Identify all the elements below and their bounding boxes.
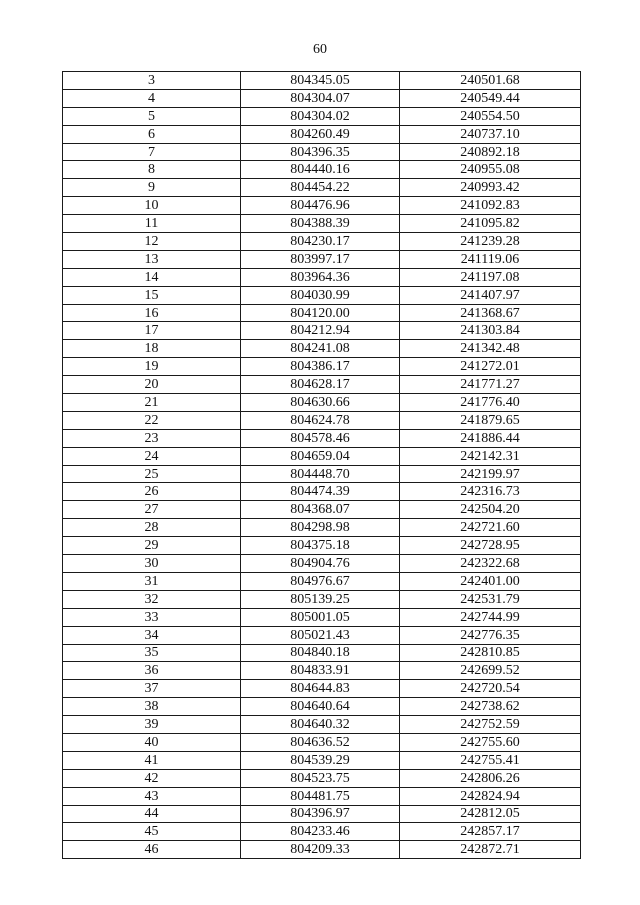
point-number-cell: 12 xyxy=(63,233,241,251)
point-number-cell: 14 xyxy=(63,268,241,286)
y-coordinate-cell: 241342.48 xyxy=(400,340,581,358)
y-coordinate-cell: 240993.42 xyxy=(400,179,581,197)
x-coordinate-cell: 805021.43 xyxy=(241,626,400,644)
y-coordinate-cell: 241119.06 xyxy=(400,250,581,268)
x-coordinate-cell: 804386.17 xyxy=(241,358,400,376)
y-coordinate-cell: 242316.73 xyxy=(400,483,581,501)
point-number-cell: 46 xyxy=(63,841,241,859)
point-number-cell: 29 xyxy=(63,537,241,555)
x-coordinate-cell: 804375.18 xyxy=(241,537,400,555)
point-number-cell: 31 xyxy=(63,572,241,590)
point-number-cell: 23 xyxy=(63,429,241,447)
point-number-cell: 41 xyxy=(63,751,241,769)
table-row xyxy=(63,662,581,680)
table-row xyxy=(63,197,581,215)
table-row xyxy=(63,411,581,429)
table-row xyxy=(63,733,581,751)
x-coordinate-cell: 804644.83 xyxy=(241,680,400,698)
point-number-cell: 17 xyxy=(63,322,241,340)
point-number-cell: 13 xyxy=(63,250,241,268)
point-number-cell: 21 xyxy=(63,394,241,412)
table-row xyxy=(63,590,581,608)
point-number-cell: 45 xyxy=(63,823,241,841)
y-coordinate-cell: 242728.95 xyxy=(400,537,581,555)
x-coordinate-cell: 804636.52 xyxy=(241,733,400,751)
table-row xyxy=(63,429,581,447)
table-row xyxy=(63,394,581,412)
table-row xyxy=(63,268,581,286)
x-coordinate-cell: 804578.46 xyxy=(241,429,400,447)
table-row xyxy=(63,304,581,322)
table-row xyxy=(63,626,581,644)
point-number-cell: 20 xyxy=(63,376,241,394)
table-row xyxy=(63,179,581,197)
x-coordinate-cell: 804539.29 xyxy=(241,751,400,769)
table-row xyxy=(63,572,581,590)
table-row xyxy=(63,233,581,251)
table-row xyxy=(63,465,581,483)
y-coordinate-cell: 242699.52 xyxy=(400,662,581,680)
table-row xyxy=(63,805,581,823)
y-coordinate-cell: 241776.40 xyxy=(400,394,581,412)
x-coordinate-cell: 804640.32 xyxy=(241,716,400,734)
x-coordinate-cell: 804396.35 xyxy=(241,143,400,161)
y-coordinate-cell: 242810.85 xyxy=(400,644,581,662)
table-row xyxy=(63,107,581,125)
x-coordinate-cell: 804476.96 xyxy=(241,197,400,215)
point-number-cell: 43 xyxy=(63,787,241,805)
point-number-cell: 37 xyxy=(63,680,241,698)
y-coordinate-cell: 240549.44 xyxy=(400,89,581,107)
point-number-cell: 33 xyxy=(63,608,241,626)
x-coordinate-cell: 804833.91 xyxy=(241,662,400,680)
table-row xyxy=(63,555,581,573)
point-number-cell: 30 xyxy=(63,555,241,573)
y-coordinate-cell: 240892.18 xyxy=(400,143,581,161)
point-number-cell: 32 xyxy=(63,590,241,608)
y-coordinate-cell: 242531.79 xyxy=(400,590,581,608)
table-row xyxy=(63,501,581,519)
table-row xyxy=(63,769,581,787)
table-row xyxy=(63,644,581,662)
point-number-cell: 8 xyxy=(63,161,241,179)
table-row xyxy=(63,89,581,107)
point-number-cell: 27 xyxy=(63,501,241,519)
table-row xyxy=(63,841,581,859)
point-number-cell: 6 xyxy=(63,125,241,143)
x-coordinate-cell: 804212.94 xyxy=(241,322,400,340)
table-row xyxy=(63,698,581,716)
point-number-cell: 7 xyxy=(63,143,241,161)
table-row xyxy=(63,250,581,268)
point-number-cell: 26 xyxy=(63,483,241,501)
y-coordinate-cell: 242806.26 xyxy=(400,769,581,787)
y-coordinate-cell: 241407.97 xyxy=(400,286,581,304)
table-row xyxy=(63,376,581,394)
x-coordinate-cell: 803964.36 xyxy=(241,268,400,286)
x-coordinate-cell: 805001.05 xyxy=(241,608,400,626)
y-coordinate-cell: 242824.94 xyxy=(400,787,581,805)
x-coordinate-cell: 804304.02 xyxy=(241,107,400,125)
y-coordinate-cell: 242199.97 xyxy=(400,465,581,483)
point-number-cell: 3 xyxy=(63,72,241,90)
point-number-cell: 4 xyxy=(63,89,241,107)
y-coordinate-cell: 242721.60 xyxy=(400,519,581,537)
x-coordinate-cell: 804241.08 xyxy=(241,340,400,358)
x-coordinate-cell: 804298.98 xyxy=(241,519,400,537)
y-coordinate-cell: 242857.17 xyxy=(400,823,581,841)
table-row xyxy=(63,537,581,555)
coordinates-table xyxy=(62,71,581,859)
table-row xyxy=(63,322,581,340)
point-number-cell: 19 xyxy=(63,358,241,376)
y-coordinate-cell: 241303.84 xyxy=(400,322,581,340)
x-coordinate-cell: 804976.67 xyxy=(241,572,400,590)
table-row xyxy=(63,483,581,501)
coordinates-table-body xyxy=(63,72,581,859)
point-number-cell: 22 xyxy=(63,411,241,429)
x-coordinate-cell: 804233.46 xyxy=(241,823,400,841)
table-row xyxy=(63,751,581,769)
y-coordinate-cell: 242872.71 xyxy=(400,841,581,859)
table-row xyxy=(63,125,581,143)
point-number-cell: 28 xyxy=(63,519,241,537)
table-row xyxy=(63,680,581,698)
y-coordinate-cell: 242738.62 xyxy=(400,698,581,716)
y-coordinate-cell: 240554.50 xyxy=(400,107,581,125)
point-number-cell: 5 xyxy=(63,107,241,125)
y-coordinate-cell: 242401.00 xyxy=(400,572,581,590)
x-coordinate-cell: 804640.64 xyxy=(241,698,400,716)
point-number-cell: 35 xyxy=(63,644,241,662)
point-number-cell: 40 xyxy=(63,733,241,751)
y-coordinate-cell: 241771.27 xyxy=(400,376,581,394)
page-number: 60 xyxy=(313,42,327,57)
point-number-cell: 11 xyxy=(63,215,241,233)
y-coordinate-cell: 241095.82 xyxy=(400,215,581,233)
x-coordinate-cell: 804345.05 xyxy=(241,72,400,90)
y-coordinate-cell: 241368.67 xyxy=(400,304,581,322)
x-coordinate-cell: 804388.39 xyxy=(241,215,400,233)
y-coordinate-cell: 241239.28 xyxy=(400,233,581,251)
table-row xyxy=(63,787,581,805)
y-coordinate-cell: 242752.59 xyxy=(400,716,581,734)
x-coordinate-cell: 803997.17 xyxy=(241,250,400,268)
x-coordinate-cell: 804454.22 xyxy=(241,179,400,197)
point-number-cell: 44 xyxy=(63,805,241,823)
y-coordinate-cell: 241886.44 xyxy=(400,429,581,447)
y-coordinate-cell: 242504.20 xyxy=(400,501,581,519)
point-number-cell: 34 xyxy=(63,626,241,644)
x-coordinate-cell: 804209.33 xyxy=(241,841,400,859)
x-coordinate-cell: 804120.00 xyxy=(241,304,400,322)
x-coordinate-cell: 804396.97 xyxy=(241,805,400,823)
table-row xyxy=(63,286,581,304)
x-coordinate-cell: 804523.75 xyxy=(241,769,400,787)
x-coordinate-cell: 804624.78 xyxy=(241,411,400,429)
y-coordinate-cell: 241197.08 xyxy=(400,268,581,286)
x-coordinate-cell: 804030.99 xyxy=(241,286,400,304)
x-coordinate-cell: 804368.07 xyxy=(241,501,400,519)
table-row xyxy=(63,72,581,90)
table-row xyxy=(63,823,581,841)
x-coordinate-cell: 804448.70 xyxy=(241,465,400,483)
y-coordinate-cell: 242755.41 xyxy=(400,751,581,769)
y-coordinate-cell: 242776.35 xyxy=(400,626,581,644)
x-coordinate-cell: 804230.17 xyxy=(241,233,400,251)
point-number-cell: 9 xyxy=(63,179,241,197)
y-coordinate-cell: 241092.83 xyxy=(400,197,581,215)
table-row xyxy=(63,358,581,376)
table-row xyxy=(63,519,581,537)
table-row xyxy=(63,716,581,734)
point-number-cell: 16 xyxy=(63,304,241,322)
table-row xyxy=(63,161,581,179)
table-row xyxy=(63,215,581,233)
y-coordinate-cell: 241879.65 xyxy=(400,411,581,429)
point-number-cell: 15 xyxy=(63,286,241,304)
point-number-cell: 25 xyxy=(63,465,241,483)
point-number-cell: 38 xyxy=(63,698,241,716)
point-number-cell: 10 xyxy=(63,197,241,215)
x-coordinate-cell: 804630.66 xyxy=(241,394,400,412)
y-coordinate-cell: 242720.54 xyxy=(400,680,581,698)
point-number-cell: 24 xyxy=(63,447,241,465)
table-row xyxy=(63,340,581,358)
x-coordinate-cell: 804659.04 xyxy=(241,447,400,465)
table-row xyxy=(63,447,581,465)
x-coordinate-cell: 804304.07 xyxy=(241,89,400,107)
point-number-cell: 36 xyxy=(63,662,241,680)
y-coordinate-cell: 242322.68 xyxy=(400,555,581,573)
x-coordinate-cell: 804628.17 xyxy=(241,376,400,394)
x-coordinate-cell: 804840.18 xyxy=(241,644,400,662)
point-number-cell: 18 xyxy=(63,340,241,358)
y-coordinate-cell: 240955.08 xyxy=(400,161,581,179)
y-coordinate-cell: 242755.60 xyxy=(400,733,581,751)
y-coordinate-cell: 241272.01 xyxy=(400,358,581,376)
x-coordinate-cell: 804904.76 xyxy=(241,555,400,573)
x-coordinate-cell: 804440.16 xyxy=(241,161,400,179)
x-coordinate-cell: 805139.25 xyxy=(241,590,400,608)
x-coordinate-cell: 804474.39 xyxy=(241,483,400,501)
y-coordinate-cell: 240737.10 xyxy=(400,125,581,143)
y-coordinate-cell: 242812.05 xyxy=(400,805,581,823)
table-row xyxy=(63,608,581,626)
x-coordinate-cell: 804481.75 xyxy=(241,787,400,805)
y-coordinate-cell: 242744.99 xyxy=(400,608,581,626)
x-coordinate-cell: 804260.49 xyxy=(241,125,400,143)
y-coordinate-cell: 240501.68 xyxy=(400,72,581,90)
y-coordinate-cell: 242142.31 xyxy=(400,447,581,465)
point-number-cell: 39 xyxy=(63,716,241,734)
table-row xyxy=(63,143,581,161)
point-number-cell: 42 xyxy=(63,769,241,787)
